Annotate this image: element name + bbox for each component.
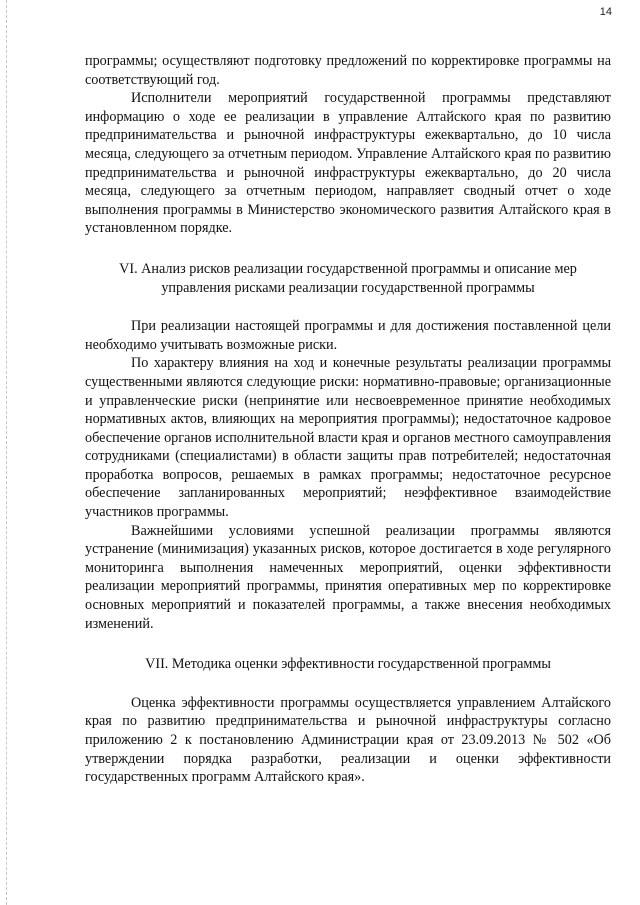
paragraph-evaluation: Оценка эффективности программы осуществляется управлением Алтайского края по развитию предпринимательства и рыночной инфраструктуры согласно приложению 2 к постановлению Администрации края от 23.09.2013 № 502 «Об утверждении порядка разработки, реализации и оценки эффективности государственных программ Алтайского края». [85,694,611,786]
section-heading-risks: VI. Анализ рисков реализации государственной программы и описание мер управления рисками реализации государственной программы [119,260,577,296]
paragraph-risks-intro: При реализации настоящей программы и для достижения поставленной цели необходимо учитывать возможные риски. [85,318,611,353]
document-body [85,52,611,787]
scan-edge-line [6,0,8,905]
page-number: 14 [599,6,612,18]
paragraph-risks-list: По характеру влияния на ход и конечные результаты реализации программы существенными являются следующие риски: нормативно-правовые; организационные и управленческие риски (непринятие или несвоевременное принятие необходимых нормативных актов, влияющих на мероприятия программы); недостаточное кадровое обеспечение органов исполнительной власти края и органов местного самоуправления сотрудниками (специалистами) в области защиты прав потребителей; недостаточная проработка вопросов, решаемых в рамках программы; недостаточное ресурсное обеспечение запланированных мероприятий; неэффективное взаимодействие участников программы. [85,355,611,521]
paragraph-risks-conditions: Важнейшими условиями успешной реализации программы являются устранение (минимизация) указанных рисков, которое достигается в ходе регулярного мониторинга выполнения намеченных мероприятий, оценки эффективности реализации мероприятий программы, принятия оперативных мер по корректировке основных мероприятий и показателей программы, а также внесения необходимых изменений. [85,522,611,632]
section-heading-methodology: VII. Методика оценки эффективности государственной программы [145,656,551,673]
paragraph-reporting: Исполнители мероприятий государственной программы представляют информацию о ходе ее реализации в управление Алтайского края по развитию предпринимательства и рыночной инфраструктуры ежеквартально, до 10 числа месяца, следующего за отчетным периодом. Управление Алтайского края по развитию предпринимательства и рыночной инфраструктуры ежеквартально, до 20 числа месяца, следующего за отчетным периодом, направляет сводный отчет о ходе выполнения программы в Министерство экономического развития Алтайского края в установленном порядке. [85,90,611,237]
paragraph-continuation: программы; осуществляют подготовку предложений по корректировке программы на соответствующий год. [85,53,611,88]
